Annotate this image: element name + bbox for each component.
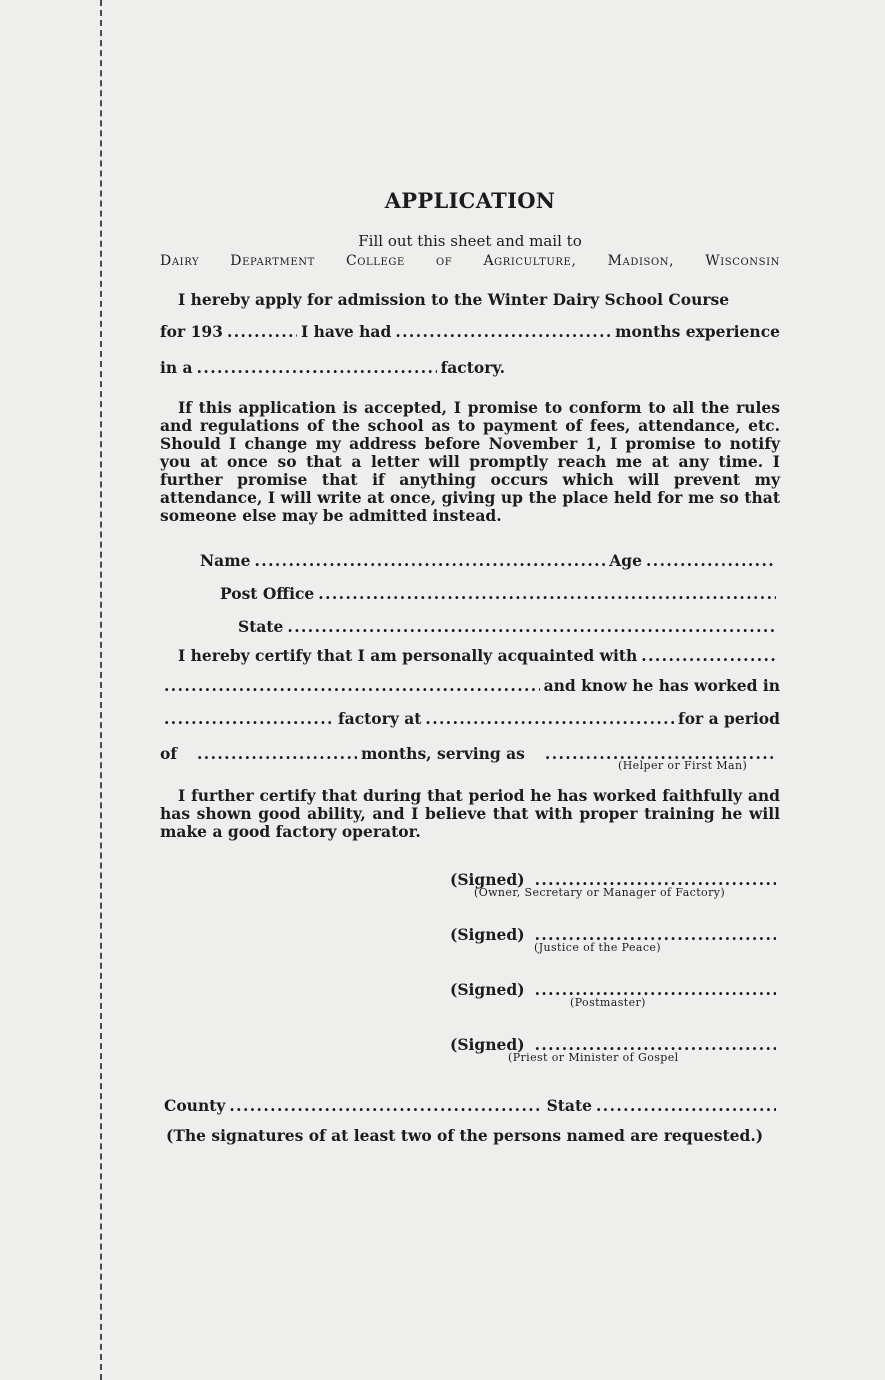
county-blank[interactable] [229,1096,542,1115]
factory-label: factory. [440,358,505,377]
certify-statement: I hereby certify that I am personally acquainted with [178,646,638,665]
perforation-cut-line [100,0,102,1380]
applicant-name-blank-2[interactable] [164,676,540,695]
and-know-label: and know he has worked in [543,676,780,695]
in-a-label: in a [160,358,193,377]
helper-caption: (Helper or First Man) [618,759,748,772]
signed-label: (Signed) [450,980,525,999]
signature-note [166,1126,780,1145]
worked-in-line [160,676,780,695]
months-experience-label: months experience [615,322,780,341]
post-office-blank[interactable] [318,584,776,603]
post-office-line [220,584,780,603]
mailing-address: Dairy Department College of Agriculture, Madison, Wisconsin [160,253,780,269]
for-year-label: for 193 [160,322,223,341]
age-label: Age [609,551,642,570]
signed-label: (Signed) [450,870,525,889]
months-blank[interactable] [395,322,611,341]
factory-type-line [160,358,505,377]
signed-label: (Signed) [450,1035,525,1054]
year-experience-line [160,322,780,341]
factory-at-label: factory at [338,709,422,728]
state-blank[interactable] [287,617,776,636]
months-serving-label: months, serving as [361,744,525,763]
period-months-blank[interactable] [197,744,357,763]
county-label: County [164,1096,226,1115]
year-blank[interactable] [227,322,297,341]
footer-state-blank[interactable] [596,1096,776,1115]
of-label: of [160,744,178,763]
for-period-label: for a period [678,709,780,728]
further-certify-paragraph: I further certify that during that period he has worked faithfully and has shown good ability, and I believe that with proper training he will make a good factory operator. [160,786,780,841]
name-blank[interactable] [254,551,605,570]
signature-owner-caption: (Owner, Secretary or Manager of Factory) [474,886,726,899]
factory-type-blank[interactable] [197,358,437,377]
promise-paragraph: If this application is accepted, I promise to conform to all the rules and regulations of the school as to payment of fees, attendance, etc. Should I change my address before November 1, I promise to notify you at once so that a letter will promptly reach me at any time. I further promise that if anything occurs which will prevent my attendance, I will write at once, giving up the place held for me so that someone else may be admitted instead. [160,398,780,525]
name-label: Name [200,551,251,570]
certify-line [178,646,780,665]
mailing-instruction: Fill out this sheet and mail to [358,232,582,250]
footer-state-label: State [546,1096,592,1115]
name-age-line [200,551,780,570]
signature-justice-caption: (Justice of the Peace) [534,941,661,954]
county-state-line [164,1096,780,1115]
signature-minister-caption: (Priest or Minister of Gospel [508,1051,679,1064]
signature-note-text: (The signatures of at least two of the persons named are requested.) [166,1126,764,1145]
signed-label: (Signed) [450,925,525,944]
state-label: State [238,617,284,636]
age-blank[interactable] [646,551,776,570]
form-title: APPLICATION [384,188,556,213]
factory-at-line [160,709,780,728]
signature-postmaster-caption: (Postmaster) [570,996,646,1009]
application-form [160,0,780,1380]
post-office-label: Post Office [220,584,315,603]
apply-statement: I hereby apply for admission to the Winter Dairy School Course [178,290,730,309]
factory-kind-blank[interactable] [164,709,334,728]
factory-location-blank[interactable] [425,709,674,728]
state-line [238,617,780,636]
applicant-name-blank[interactable] [641,646,776,665]
apply-line [178,290,780,309]
have-had-label: I have had [300,322,392,341]
